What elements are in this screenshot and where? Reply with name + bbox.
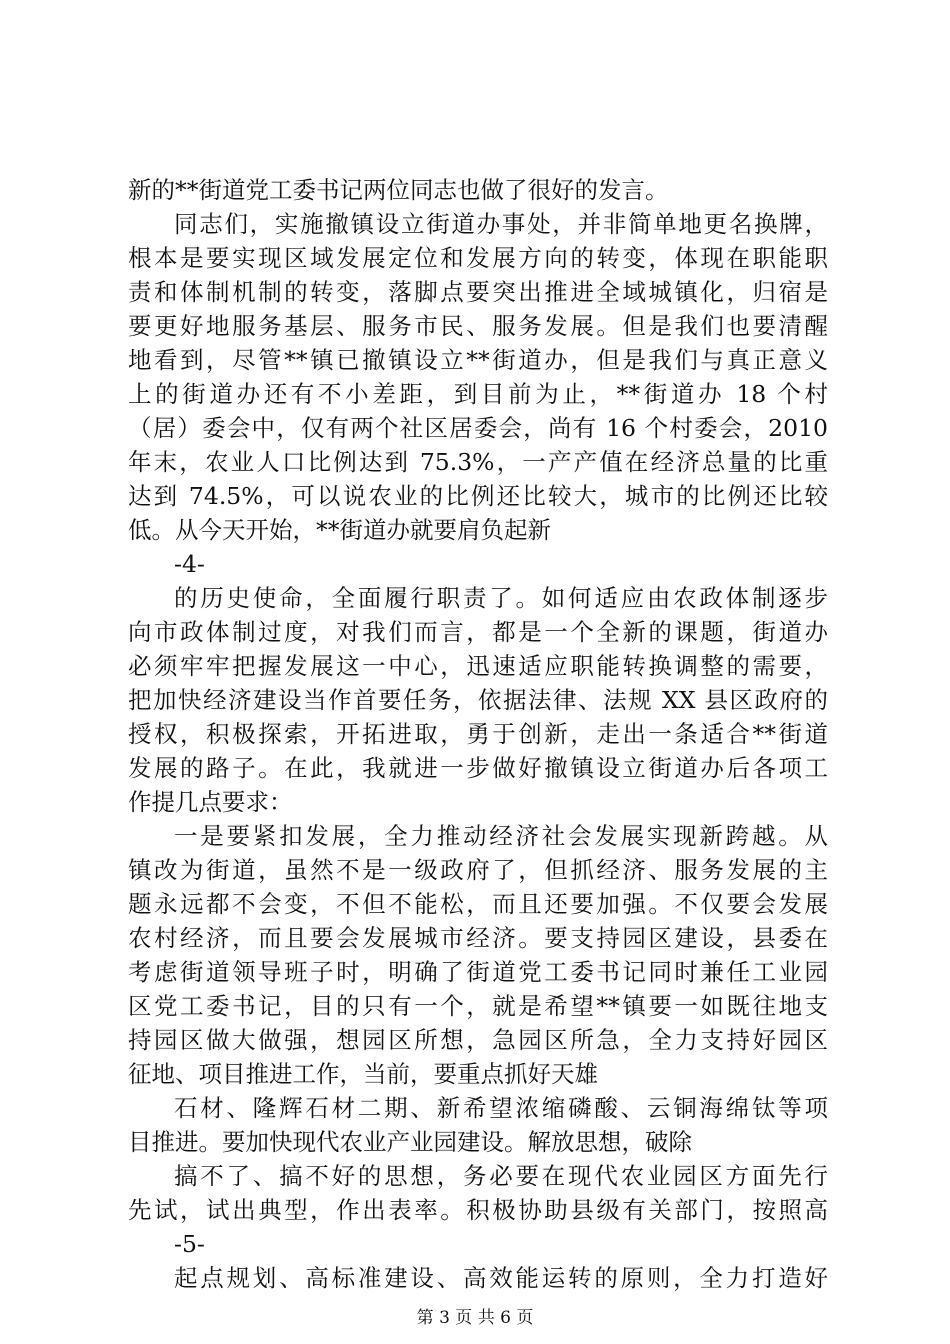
text-line: 题永远都不会变，不但不能松，而且还要加强。不仅要会发展 — [128, 890, 828, 918]
page-number-marker: -4- — [174, 550, 205, 578]
text-line: 把加快经济建设当作首要任务，依据法律、法规 XX 县区政府的 — [128, 686, 828, 714]
paragraph-start-line: 同志们，实施撤镇设立街道办事处，并非简单地更名换牌， — [174, 210, 828, 238]
text-line: 地看到，尽管**镇已撤镇设立**街道办，但是我们与真正意义 — [128, 346, 828, 374]
text-line: 发展的路子。在此，我就进一步做好撤镇设立街道办后各项工 — [128, 754, 828, 782]
text-line: 达到 74.5%，可以说农业的比例还比较大，城市的比例还比较 — [128, 482, 828, 510]
text-line: 作提几点要求： — [128, 788, 293, 816]
text-line: 必须牢牢把握发展这一中心，迅速适应职能转换调整的需要， — [128, 652, 828, 680]
paragraph-start-line: 一是要紧扣发展，全力推动经济社会发展实现新跨越。从 — [174, 822, 828, 850]
text-line: （居）委会中，仅有两个社区居委会，尚有 16 个村委会，2010 — [128, 414, 828, 442]
text-line: 目推进。要加快现代农业产业园建设。解放思想，破除 — [128, 1128, 692, 1156]
text-line: 镇改为街道，虽然不是一级政府了，但抓经济、服务发展的主 — [128, 856, 828, 884]
text-line: 起点规划、高标准建设、高效能运转的原则，全力打造好 — [174, 1264, 828, 1292]
page-number-marker: -5- — [174, 1230, 205, 1258]
page-footer: 第 3 页 共 6 页 — [416, 1308, 534, 1328]
text-line: 要更好地服务基层、服务市民、服务发展。但是我们也要清醒 — [128, 312, 828, 340]
text-line: 先试，试出典型，作出表率。积极协助县级有关部门，按照高 — [128, 1196, 828, 1224]
text-line: 低。从今天开始，**街道办就要肩负起新 — [128, 516, 551, 544]
text-line: 新的**街道党工委书记两位同志也做了很好的发言。 — [128, 176, 669, 204]
text-line: 上的街道办还有不小差距，到目前为止，**街道办 18 个村 — [128, 380, 828, 408]
text-line: 考虑街道领导班子时，明确了街道党工委书记同时兼任工业园 — [128, 958, 828, 986]
text-line: 年末，农业人口比例达到 75.3%，一产产值在经济总量的比重 — [128, 448, 828, 476]
text-line: 责和体制机制的转变，落脚点要突出推进全域城镇化，归宿是 — [128, 278, 828, 306]
text-line: 持园区做大做强，想园区所想，急园区所急，全力支持好园区 — [128, 1026, 828, 1054]
text-line: 石材、隆辉石材二期、新希望浓缩磷酸、云铜海绵钛等项 — [174, 1094, 828, 1122]
text-line: 根本是要实现区域发展定位和发展方向的转变，体现在职能职 — [128, 244, 828, 272]
text-line: 向市政体制过度，对我们而言，都是一个全新的课题，街道办 — [128, 618, 828, 646]
text-line: 搞不了、搞不好的思想，务必要在现代农业园区方面先行 — [174, 1162, 828, 1190]
text-line: 征地、项目推进工作，当前，要重点抓好天雄 — [128, 1060, 598, 1088]
text-line: 的历史使命，全面履行职责了。如何适应由农政体制逐步 — [174, 584, 828, 612]
text-line: 授权，积极探索，开拓进取，勇于创新，走出一条适合**街道 — [128, 720, 828, 748]
text-line: 农村经济，而且要会发展城市经济。要支持园区建设，县委在 — [128, 924, 828, 952]
text-line: 区党工委书记，目的只有一个，就是希望**镇要一如既往地支 — [128, 992, 828, 1020]
